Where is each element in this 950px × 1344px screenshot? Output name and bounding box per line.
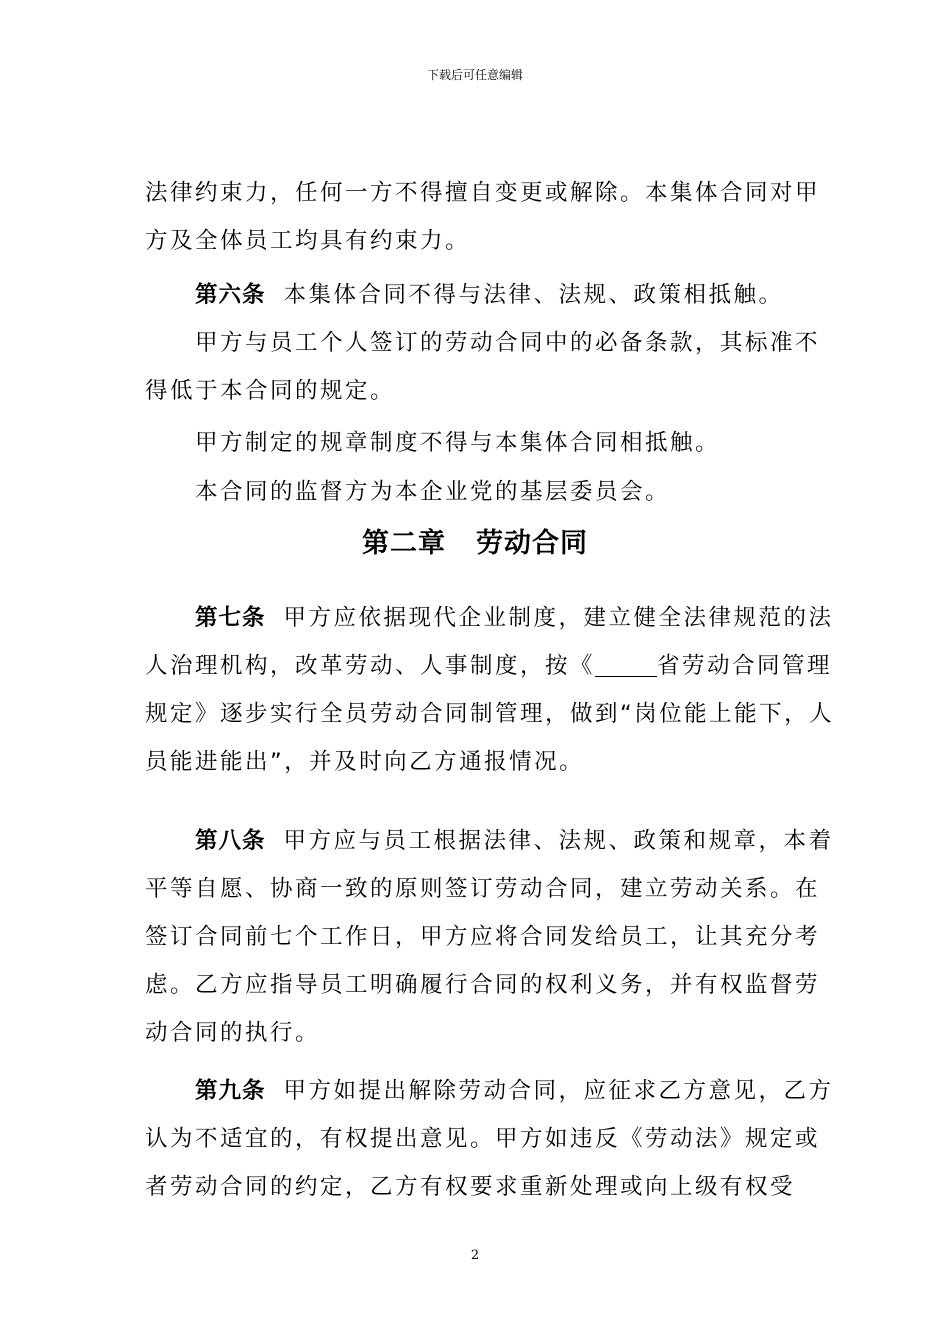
header-note: 下载后可任意编辑 xyxy=(426,68,523,82)
paragraph-continuation: 法律约束力，任何一方不得擅自变更或解除。本集体合同对甲方及全体员工均具有约束力。 xyxy=(145,180,821,254)
page-number: 2 xyxy=(470,1248,480,1263)
paragraph-standards: 甲方与员工个人签订的劳动合同中的必备条款，其标准不得低于本合同的规定。 xyxy=(145,330,821,404)
article-8 xyxy=(145,817,835,1057)
article-9-label: 第九条 xyxy=(195,1078,266,1104)
chapter-name: 劳动合同 xyxy=(476,528,588,559)
article-6 xyxy=(145,271,835,319)
article-7 xyxy=(145,594,835,786)
chapter-number: 第二章 xyxy=(362,528,446,559)
fill-in-blank xyxy=(595,654,657,677)
article-6-text: 本集体合同不得与法律、法规、政策相抵触。 xyxy=(283,282,784,308)
article-9-text: 甲方如提出解除劳动合同，应征求乙方意见，乙方认为不适宜的，有权提出意见。甲方如违反《劳动法》规定或者劳动合同的约定，乙方有权要求重新处理或向上级有权受 xyxy=(145,1078,834,1200)
paragraph-supervisor: 本合同的监督方为本企业党的基层委员会。 xyxy=(195,479,671,505)
paragraph-rules: 甲方制定的规章制度不得与本集体合同相抵触。 xyxy=(195,430,721,456)
article-6-label: 第六条 xyxy=(195,282,266,308)
article-7-text-a: 甲方应依据现代企业制度，建立健全法律规范的法人治理机构，改革劳动、人事制度，按《 xyxy=(145,605,834,679)
article-7-text-b: 省劳动合同管理规定》逐步实行全员劳动合同制管理，做到“岗位能上能下，人员能进能出”，并及时向乙方通报情况。 xyxy=(145,653,835,775)
article-9 xyxy=(145,1067,835,1211)
article-7-label: 第七条 xyxy=(195,605,266,631)
chapter-title xyxy=(0,522,950,566)
article-8-label: 第八条 xyxy=(195,828,266,854)
article-8-text: 甲方应与员工根据法律、法规、政策和规章，本着平等自愿、协商一致的原则签订劳动合同，建立劳动关系。在签订合同前七个工作日，甲方应将合同发给员工，让其充分考虑。乙方应指导员工明确履行合同的权利义务，并有权监督劳动合同的执行。 xyxy=(145,828,834,1046)
